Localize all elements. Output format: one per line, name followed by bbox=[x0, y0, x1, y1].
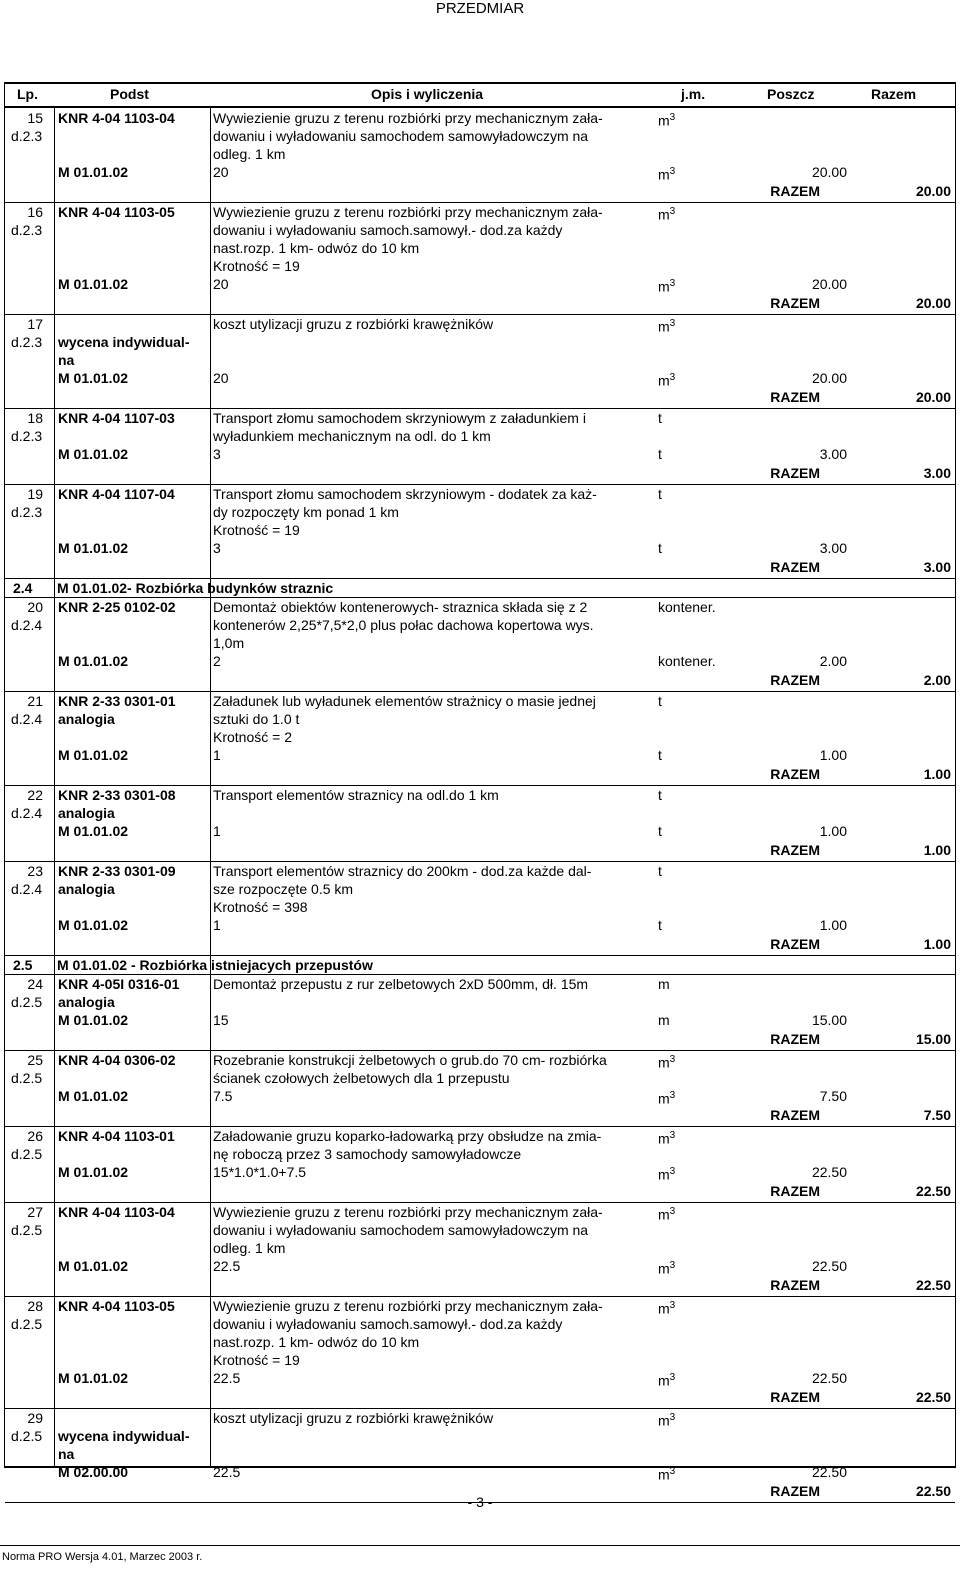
item-quantity-formula: 20 bbox=[213, 164, 229, 180]
item-partial-total: 1.00 bbox=[819, 747, 847, 763]
item-total-value: 20.00 bbox=[915, 183, 951, 199]
item-description: Transport złomu samochodem skrzyniowym - dodatek za każ- bbox=[213, 486, 597, 502]
item-measure-ref: M 01.01.02 bbox=[58, 1088, 129, 1104]
item-partial-total: 22.50 bbox=[811, 1258, 847, 1274]
item-basis: analogia bbox=[58, 805, 115, 821]
item-measure-ref: M 01.01.02 bbox=[58, 446, 129, 462]
item-unit: $m^3$ bbox=[658, 1130, 676, 1147]
item-measure-ref: M 01.01.02 bbox=[58, 747, 129, 763]
item-total-value: 3.00 bbox=[923, 465, 951, 481]
header-opis: Opis i wyliczenia bbox=[371, 86, 484, 102]
item-subsection: d.2.3 bbox=[11, 428, 43, 444]
item-description: sztuki do 1.0 t bbox=[213, 711, 300, 727]
item-basis: analogia bbox=[58, 881, 115, 897]
item-description: Załadowanie gruzu koparko-ładowarką przy obsłudze na zmia- bbox=[213, 1128, 602, 1144]
item-unit: t bbox=[658, 787, 662, 803]
table-header-row bbox=[5, 84, 955, 108]
item-description: Demontaż przepustu z rur zelbetowych 2xD 500mm, dł. 15m bbox=[213, 976, 589, 992]
item-measure-ref: M 01.01.02 bbox=[58, 1164, 129, 1180]
item-quantity-unit: t bbox=[658, 823, 662, 839]
item-number: 24 bbox=[27, 976, 43, 992]
item-basis: KNR 4-04 0306-02 bbox=[58, 1052, 176, 1068]
section-title: M 01.01.02- Rozbiórka budynków straznic bbox=[57, 580, 334, 596]
item-subsection: d.2.5 bbox=[11, 1070, 43, 1086]
item-quantity-unit: $m^3$ bbox=[658, 278, 676, 295]
item-total-value: 22.50 bbox=[915, 1389, 951, 1405]
item-total-label: RAZEM bbox=[770, 1183, 820, 1199]
item-total-value: 22.50 bbox=[915, 1183, 951, 1199]
item-unit: $m^3$ bbox=[658, 206, 676, 223]
section-number: 2.4 bbox=[13, 580, 33, 596]
item-total-value: 1.00 bbox=[923, 766, 951, 782]
item-quantity-formula: 20 bbox=[213, 370, 229, 386]
header-podst: Podst bbox=[110, 86, 149, 102]
item-description: Wywiezienie gruzu z terenu rozbiórki przy mechanicznym zała- bbox=[213, 1298, 603, 1314]
footer-version: Norma PRO Wersja 4.01, Marzec 2003 r. bbox=[2, 1551, 203, 1563]
document-title: PRZEDMIAR bbox=[435, 0, 525, 17]
item-basis: wycena indywidual- bbox=[58, 334, 190, 350]
item-description: Wywiezienie gruzu z terenu rozbiórki przy mechanicznym zała- bbox=[213, 1204, 603, 1220]
item-number: 18 bbox=[27, 410, 43, 426]
item-number: 17 bbox=[27, 316, 43, 332]
item-basis: analogia bbox=[58, 711, 115, 727]
item-unit: $m^3$ bbox=[658, 1412, 676, 1429]
item-subsection: d.2.3 bbox=[11, 222, 43, 238]
item-subsection: d.2.3 bbox=[11, 128, 43, 144]
item-number: 15 bbox=[27, 110, 43, 126]
item-basis: na bbox=[58, 1446, 75, 1462]
item-quantity-unit: $m^3$ bbox=[658, 166, 676, 183]
item-quantity-formula: 1 bbox=[213, 747, 221, 763]
item-measure-ref: M 02.00.00 bbox=[58, 1464, 129, 1480]
item-number: 16 bbox=[27, 204, 43, 220]
item-description: Transport złomu samochodem skrzyniowym z załadunkiem i bbox=[213, 410, 586, 426]
item-partial-total: 1.00 bbox=[819, 823, 847, 839]
item-description: dowaniu i wyładowaniu samochodem samowyładowczym na bbox=[213, 1222, 589, 1238]
footer-divider bbox=[0, 1545, 960, 1546]
item-description: koszt utylizacji gruzu z rozbiórki krawężników bbox=[213, 1410, 494, 1426]
item-partial-total: 3.00 bbox=[819, 540, 847, 556]
item-description: dowaniu i wyładowaniu samoch.samowył.- dod.za każdy bbox=[213, 222, 563, 238]
item-subsection: d.2.4 bbox=[11, 805, 43, 821]
item-number: 26 bbox=[27, 1128, 43, 1144]
item-total-label: RAZEM bbox=[770, 1277, 820, 1293]
item-description: Krotność = 19 bbox=[213, 522, 300, 538]
item-partial-total: 22.50 bbox=[811, 1370, 847, 1386]
item-description: nast.rozp. 1 km- odwóz do 10 km bbox=[213, 1334, 420, 1350]
item-total-value: 15.00 bbox=[915, 1031, 951, 1047]
item-subsection: d.2.4 bbox=[11, 881, 43, 897]
item-quantity-unit: $m^3$ bbox=[658, 1372, 676, 1389]
item-quantity-unit: $m^3$ bbox=[658, 1466, 676, 1483]
item-basis: KNR 4-04 1103-04 bbox=[58, 110, 175, 126]
item-description: Transport elementów straznicy na odl.do 1 km bbox=[213, 787, 499, 803]
item-quantity-formula: 1 bbox=[213, 917, 221, 933]
item-subsection: d.2.5 bbox=[11, 1428, 43, 1444]
item-total-value: 1.00 bbox=[923, 936, 951, 952]
item-partial-total: 22.50 bbox=[811, 1164, 847, 1180]
item-basis: KNR 4-05I 0316-01 bbox=[58, 976, 180, 992]
header-razem: Razem bbox=[871, 86, 917, 102]
item-measure-ref: M 01.01.02 bbox=[58, 1370, 129, 1386]
item-subsection: d.2.5 bbox=[11, 994, 43, 1010]
item-quantity-formula: 7.5 bbox=[213, 1088, 233, 1104]
item-unit: t bbox=[658, 863, 662, 879]
item-measure-ref: M 01.01.02 bbox=[58, 1012, 129, 1028]
item-unit: m bbox=[658, 976, 670, 992]
item-measure-ref: M 01.01.02 bbox=[58, 917, 129, 933]
item-description: nast.rozp. 1 km- odwóz do 10 km bbox=[213, 240, 420, 256]
item-total-label: RAZEM bbox=[770, 766, 820, 782]
item-basis: KNR 2-25 0102-02 bbox=[58, 599, 176, 615]
item-quantity-unit: $m^3$ bbox=[658, 1090, 676, 1107]
item-description: odleg. 1 km bbox=[213, 146, 286, 162]
item-basis: KNR 2-33 0301-09 bbox=[58, 863, 176, 879]
section-number: 2.5 bbox=[13, 957, 33, 973]
column-divider bbox=[54, 108, 55, 1466]
item-subsection: d.2.3 bbox=[11, 504, 43, 520]
item-description: odleg. 1 km bbox=[213, 1240, 286, 1256]
item-description: Transport elementów straznicy do 200km - dod.za każde dal- bbox=[213, 863, 592, 879]
item-quantity-formula: 1 bbox=[213, 823, 221, 839]
item-unit: t bbox=[658, 693, 662, 709]
item-basis: KNR 2-33 0301-01 bbox=[58, 693, 176, 709]
item-measure-ref: M 01.01.02 bbox=[58, 164, 129, 180]
item-description: kontenerów 2,25*7,5*2,0 plus połac dachowa kopertowa wys. bbox=[213, 617, 594, 633]
item-number: 28 bbox=[27, 1298, 43, 1314]
item-total-label: RAZEM bbox=[770, 936, 820, 952]
item-basis: KNR 4-04 1103-05 bbox=[58, 1298, 175, 1314]
cost-estimate-table bbox=[4, 82, 956, 1499]
item-number: 21 bbox=[27, 693, 43, 709]
item-unit: $m^3$ bbox=[658, 1054, 676, 1071]
item-total-label: RAZEM bbox=[770, 183, 820, 199]
item-description: Krotność = 398 bbox=[213, 899, 308, 915]
item-subsection: d.2.5 bbox=[11, 1146, 43, 1162]
item-total-label: RAZEM bbox=[770, 559, 820, 575]
item-total-label: RAZEM bbox=[770, 1389, 820, 1405]
item-total-label: RAZEM bbox=[770, 1483, 820, 1499]
item-total-label: RAZEM bbox=[770, 1031, 820, 1047]
item-unit: t bbox=[658, 410, 662, 426]
item-unit: $m^3$ bbox=[658, 1206, 676, 1223]
item-basis: wycena indywidual- bbox=[58, 1428, 190, 1444]
item-partial-total: 20.00 bbox=[811, 164, 847, 180]
item-subsection: d.2.5 bbox=[11, 1316, 43, 1332]
item-basis: KNR 2-33 0301-08 bbox=[58, 787, 176, 803]
item-basis: KNR 4-04 1103-05 bbox=[58, 204, 175, 220]
header-lp: Lp. bbox=[17, 86, 38, 102]
item-unit: $m^3$ bbox=[658, 1300, 676, 1317]
item-quantity-unit: t bbox=[658, 917, 662, 933]
item-description: 1,0m bbox=[213, 635, 245, 651]
item-description: Krotność = 19 bbox=[213, 1352, 300, 1368]
item-subsection: d.2.3 bbox=[11, 334, 43, 350]
item-description: Krotność = 2 bbox=[213, 729, 292, 745]
item-total-label: RAZEM bbox=[770, 295, 820, 311]
item-number: 19 bbox=[27, 486, 43, 502]
item-description: ścianek czołowych żelbetowych dla 1 przepustu bbox=[213, 1070, 510, 1086]
item-partial-total: 7.50 bbox=[819, 1088, 847, 1104]
item-description: dy rozpoczęty km ponad 1 km bbox=[213, 504, 399, 520]
header-jm: j.m. bbox=[681, 86, 706, 102]
item-description: dowaniu i wyładowaniu samochodem samowyładowczym na bbox=[213, 128, 589, 144]
item-measure-ref: M 01.01.02 bbox=[58, 653, 129, 669]
section-title: M 01.01.02 - Rozbiórka istniejacych przepustów bbox=[57, 957, 373, 973]
item-partial-total: 1.00 bbox=[819, 917, 847, 933]
item-quantity-formula: 20 bbox=[213, 276, 229, 292]
item-quantity-unit: t bbox=[658, 446, 662, 462]
item-subsection: d.2.5 bbox=[11, 1222, 43, 1238]
item-quantity-unit: $m^3$ bbox=[658, 1260, 676, 1277]
item-total-value: 1.00 bbox=[923, 842, 951, 858]
item-quantity-unit: t bbox=[658, 747, 662, 763]
item-description: Demontaż obiektów kontenerowych- straznica składa się z 2 bbox=[213, 599, 588, 615]
item-number: 23 bbox=[27, 863, 43, 879]
item-description: Wywiezienie gruzu z terenu rozbiórki przy mechanicznym zała- bbox=[213, 110, 603, 126]
item-total-value: 20.00 bbox=[915, 295, 951, 311]
item-measure-ref: M 01.01.02 bbox=[58, 1258, 129, 1274]
item-subsection: d.2.4 bbox=[11, 617, 43, 633]
item-quantity-unit: kontener. bbox=[658, 653, 716, 669]
header-poszcz: Poszcz bbox=[767, 86, 815, 102]
item-partial-total: 2.00 bbox=[819, 653, 847, 669]
item-total-value: 7.50 bbox=[923, 1107, 951, 1123]
item-total-label: RAZEM bbox=[770, 465, 820, 481]
item-total-value: 3.00 bbox=[923, 559, 951, 575]
item-total-label: RAZEM bbox=[770, 389, 820, 405]
item-quantity-formula: 3 bbox=[213, 540, 221, 556]
item-description: koszt utylizacji gruzu z rozbiórki krawężników bbox=[213, 316, 494, 332]
item-description: Załadunek lub wyładunek elementów strażnicy o masie jednej bbox=[213, 693, 596, 709]
item-unit: kontener. bbox=[658, 599, 716, 615]
item-measure-ref: M 01.01.02 bbox=[58, 823, 129, 839]
item-total-value: 22.50 bbox=[915, 1277, 951, 1293]
item-quantity-formula: 22.5 bbox=[213, 1258, 241, 1274]
item-unit: $m^3$ bbox=[658, 318, 676, 335]
item-partial-total: 20.00 bbox=[811, 276, 847, 292]
item-quantity-unit: t bbox=[658, 540, 662, 556]
item-number: 22 bbox=[27, 787, 43, 803]
item-description: dowaniu i wyładowaniu samoch.samowył.- dod.za każdy bbox=[213, 1316, 563, 1332]
item-number: 27 bbox=[27, 1204, 43, 1220]
item-measure-ref: M 01.01.02 bbox=[58, 540, 129, 556]
item-quantity-formula: 22.5 bbox=[213, 1464, 241, 1480]
column-divider bbox=[210, 108, 211, 1466]
item-quantity-formula: 15*1.0*1.0+7.5 bbox=[213, 1164, 307, 1180]
item-total-label: RAZEM bbox=[770, 1107, 820, 1123]
item-quantity-formula: 3 bbox=[213, 446, 221, 462]
item-quantity-unit: $m^3$ bbox=[658, 372, 676, 389]
item-basis: KNR 4-04 1107-04 bbox=[58, 486, 175, 502]
item-unit: t bbox=[658, 486, 662, 502]
item-basis: KNR 4-04 1103-01 bbox=[58, 1128, 175, 1144]
item-description: wyładunkiem mechanicznym na odl. do 1 km bbox=[213, 428, 491, 444]
item-quantity-unit: m bbox=[658, 1012, 670, 1028]
item-description: nę roboczą przez 3 samochody samowyładowcze bbox=[213, 1146, 522, 1162]
item-total-value: 20.00 bbox=[915, 389, 951, 405]
item-unit: $m^3$ bbox=[658, 112, 676, 129]
item-basis: KNR 4-04 1107-03 bbox=[58, 410, 175, 426]
item-subsection: d.2.4 bbox=[11, 711, 43, 727]
item-measure-ref: M 01.01.02 bbox=[58, 370, 129, 386]
item-basis: analogia bbox=[58, 994, 115, 1010]
item-basis: na bbox=[58, 352, 75, 368]
item-quantity-formula: 15 bbox=[213, 1012, 229, 1028]
item-basis: KNR 4-04 1103-04 bbox=[58, 1204, 175, 1220]
item-description: Rozebranie konstrukcji żelbetowych o grub.do 70 cm- rozbiórka bbox=[213, 1052, 607, 1068]
item-description: Wywiezienie gruzu z terenu rozbiórki przy mechanicznym zała- bbox=[213, 204, 603, 220]
item-number: 29 bbox=[27, 1410, 43, 1426]
page-number: - 3 - bbox=[467, 1494, 493, 1510]
item-partial-total: 22.50 bbox=[811, 1464, 847, 1480]
item-quantity-formula: 2 bbox=[213, 653, 221, 669]
item-partial-total: 15.00 bbox=[811, 1012, 847, 1028]
item-partial-total: 3.00 bbox=[819, 446, 847, 462]
item-description: Krotność = 19 bbox=[213, 258, 300, 274]
item-description: sze rozpoczęte 0.5 km bbox=[213, 881, 354, 897]
item-number: 25 bbox=[27, 1052, 43, 1068]
item-total-value: 2.00 bbox=[923, 672, 951, 688]
item-partial-total: 20.00 bbox=[811, 370, 847, 386]
item-number: 20 bbox=[27, 599, 43, 615]
item-total-label: RAZEM bbox=[770, 672, 820, 688]
item-total-label: RAZEM bbox=[770, 842, 820, 858]
item-measure-ref: M 01.01.02 bbox=[58, 276, 129, 292]
item-total-value: 22.50 bbox=[915, 1483, 951, 1499]
item-quantity-formula: 22.5 bbox=[213, 1370, 241, 1386]
item-quantity-unit: $m^3$ bbox=[658, 1166, 676, 1183]
